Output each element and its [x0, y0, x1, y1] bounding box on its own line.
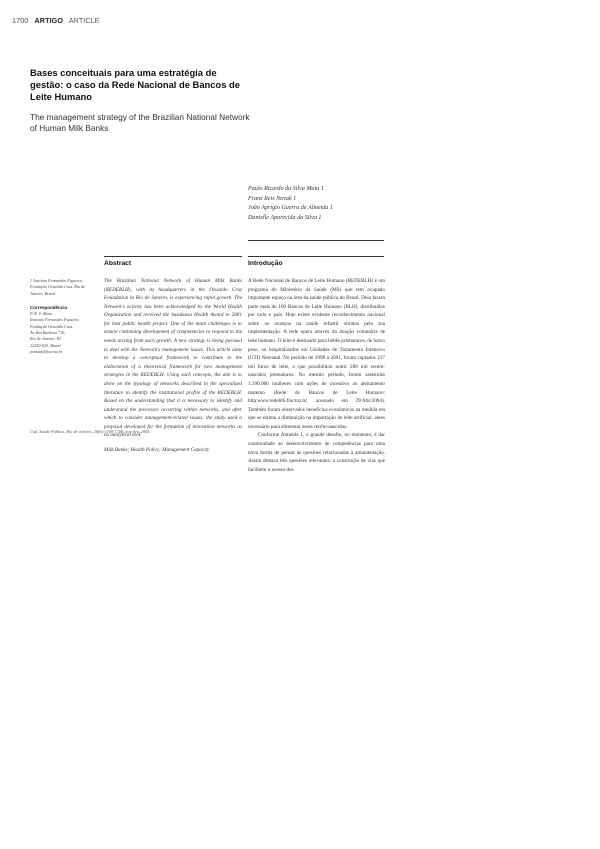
section-label-en: ARTICLE	[68, 16, 100, 25]
author-list	[248, 185, 448, 223]
abstract-heading: Abstract	[104, 260, 132, 267]
author-name: Paulo Ricardo da Silva Maia 1	[248, 186, 324, 192]
article-title-en: The management strategy of the Brazilian National Network of Human Milk Banks	[30, 112, 250, 134]
correspondence-line: Instituto Fernandes Figueira,	[30, 317, 80, 323]
correspondence-line: P. R. S. Maia	[30, 311, 52, 317]
introduction-divider	[248, 256, 384, 257]
abstract-divider	[104, 256, 242, 257]
correspondence-email: prmaia@fiocruz.br	[30, 348, 63, 354]
correspondence-line: Fundação Oswaldo Cruz.	[30, 323, 74, 329]
citation-footer: Cad. Saúde Pública, Rio de Janeiro, 20(6):1700-1708, nov-dez, 2004	[30, 429, 150, 434]
introduction-paragraph: Conforme Almeida 1, o grande desafio, no momento, é dar continuidade ao desenvolvimento de competências para uma nova forma de pensar as questões relacionadas à amamentação. Assim destaca três questões relevantes: a construção de vias que facilitem o acesso dos	[248, 432, 385, 473]
correspondence-heading: Correspondência	[30, 304, 68, 310]
running-header	[12, 16, 100, 25]
introduction-paragraph: A Rede Nacional de Bancos de Leite Humano (REDEBLH) é um programa do Ministério da Saúde (MS) que tem ocupado importante espaço na área da saúde pública do Brasil. Dela fazem parte mais de 160 Bancos de Leite Humano (BLH), distribuídos por todo o país. Hoje existe evidente reconhecimento nacional sobre os avanços na saúde infantil obtidos pela sua implementação. A rede opera através da doação voluntária de leite humano. O leite é destinado para bebês prematuros, de baixo peso, ou hospitalizados em Unidades de Tratamento Intensivo (UTI) Neonatal. No período de 1998 a 2001, foram captados 217 mil litros de leite, o que possibilitou nutrir 288 mil recém-nascidos prematuros. No mesmo período, foram assistidas 1.390.000 mulheres com ações de incentivo ao aleitamento materno (Rede de Bancos de Leite Humano: http:www.redeblh.fiocruz.br, acessado em 29/Abr/2004). Também foram observados benefícios econômicos na medida em que se estima a diminuição na importação de leite artificial, antes necessário para alimentar esses recém-nascidos.	[248, 278, 385, 430]
affiliation-block	[30, 278, 98, 355]
correspondence-line: Av. Rui Barbosa 716,	[30, 330, 66, 336]
author-name: Franz Reis Novak 1	[248, 195, 297, 202]
correspondence-line: 22250-020, Brasil.	[30, 342, 62, 348]
abstract-text: The Brazilian National Network of Human Milk Banks (REDEBLH), with its headquarters in the Oswaldo Cruz Foundation in Rio de Janeiro, is experiencing rapid growth. The Network's activity has been acknowledged by the World Health Organization and received the Sasakawa Health Award in 2001 for best public health project. One of the main challenges is to ensure continuing development of competencies to respond to the needs arising from such growth. A new strategy is being pursued to deal with the Network's management issues. This article aims to develop a conceptual framework to contribute to the elaboration of a theoretical framework for new management strategies in the REDEBLH. Using such concepts, the aim is to draw on the typology of networks described in the specialized literature to identify the institutional profile of the REDEBLH. Based on the understanding that it is necessary to identify and understand the processes occurring within networks, and after which to consider management-related issues, the study used a proposal developed for the formation of innovation networks as its analytical tool.	[104, 278, 242, 439]
institution-note: 1 Instituto Fernandes Figueira, Fundação Oswaldo Cruz, Rio de Janeiro, Brasil.	[30, 278, 86, 296]
abstract-keywords: Milk Banks; Health Policy; Management Capacity	[104, 446, 210, 453]
introduction-body	[248, 277, 385, 474]
section-label-pt: ARTIGO	[34, 16, 64, 25]
correspondence-line: Rio de Janeiro, RJ	[30, 336, 62, 342]
author-name: João Aprígio Guerra de Almeida 1	[248, 205, 333, 211]
article-title-pt: Bases conceituais para uma estratégia de gestão: o caso da Rede Nacional de Bancos de Leite Humano	[30, 67, 240, 102]
author-divider	[248, 240, 384, 241]
introduction-heading: Introdução	[248, 260, 283, 267]
author-name: Danielle Aparecida da Silva 1	[248, 214, 322, 221]
page-number: 1700	[12, 16, 29, 25]
